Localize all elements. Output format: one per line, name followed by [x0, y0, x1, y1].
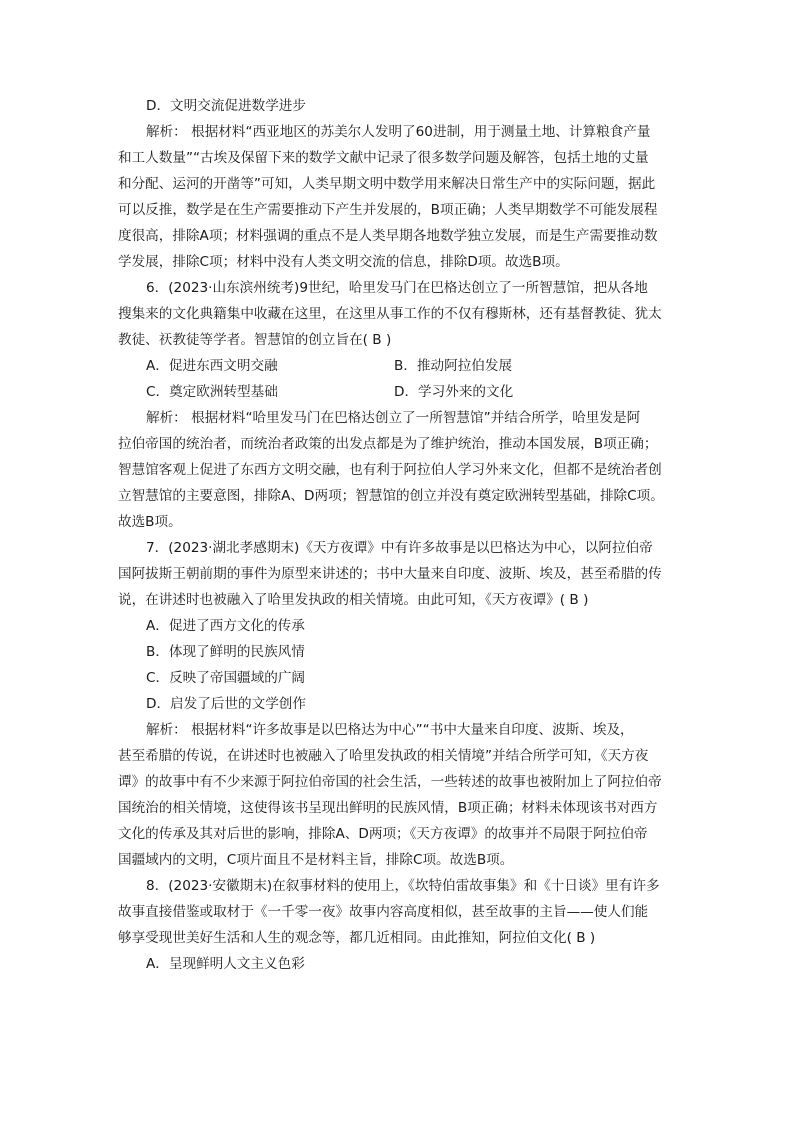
option-text: A．促进东西文明交融	[146, 358, 278, 374]
option-row	[118, 379, 678, 405]
text-line: D．文明交流促进数学进步	[146, 98, 306, 114]
text-line: 立智慧馆的主要意图，排除A、D两项；智慧馆的创立并没有奠定欧洲转型基础，排除C项。	[118, 488, 664, 504]
text-line: 文化的传承及其对后世的影响，排除A、D两项；《天方夜谭》的故事并不局限于阿拉伯帝	[118, 826, 648, 842]
text-line: 和分配、运河的开凿等”可知，人类早期文明中数学用来解决日常生产中的实际问题，据此	[118, 176, 656, 192]
text-line: 学发展，排除C项；材料中没有人类文明交流的信息，排除D项。故选B项。	[118, 254, 569, 270]
option-text: B．推动阿拉伯发展	[394, 358, 513, 374]
text-line: 甚至希腊的传说，在讲述时也被融入了哈里发执政的相关情境”并结合所学可知，《天方夜	[118, 748, 649, 764]
text-line: 国统治的相关情境，这使得该书呈现出鲜明的民族风情，B项正确；材料未体现该书对西方	[118, 800, 658, 816]
text-line: 7．(2023·湖北孝感期末)《天方夜谭》中有许多故事是以巴格达为中心，以阿拉伯帝	[146, 540, 653, 556]
text-line: 8．(2023·安徽期末)在叙事材料的使用上，《坎特伯雷故事集》和《十日谈》里有许多	[146, 878, 660, 894]
text-line: 说，在讲述时也被融入了哈里发执政的相关情境。由此可知，《天方夜谭》( B )	[118, 592, 589, 608]
text-line: 谭》的故事中有不少来源于阿拉伯帝国的社会生活，一些转述的故事也被附加上了阿拉伯帝	[118, 774, 662, 790]
text-line: 搜集来的文化典籍集中收藏在这里，在这里从事工作的不仅有穆斯林，还有基督教徒、犹太	[118, 306, 662, 322]
text-line: 故事直接借鉴或取材于《一千零一夜》故事内容高度相似，甚至故事的主旨——使人们能	[118, 904, 649, 920]
option-text: D．学习外来的文化	[394, 384, 514, 400]
option-row	[118, 353, 678, 379]
text-line: 故选B项。	[118, 514, 182, 530]
text-line: 国阿拔斯王朝前期的事件为原型来讲述的；书中大量来自印度、波斯、埃及，甚至希腊的传	[118, 566, 662, 582]
text-line: 解析： 根据材料“哈里发马门在巴格达创立了一所智慧馆”并结合所学，哈里发是阿	[146, 410, 641, 426]
text-line: C．反映了帝国疆域的广阔	[146, 670, 306, 686]
document-page	[118, 93, 678, 977]
text-line: 国疆域内的文明，C项片面且不是材料主旨，排除C项。故选B项。	[118, 852, 514, 868]
text-line: 解析： 根据材料“西亚地区的苏美尔人发明了60进制，用于测量土地、计算粮食产量	[146, 124, 651, 140]
text-line: 拉伯帝国的统治者，而统治者政策的出发点都是为了维护统治，推动本国发展，B项正确；	[118, 436, 658, 452]
text-line: B．体现了鲜明的民族风情	[146, 644, 305, 660]
text-line: 教徒、祆教徒等学者。智慧馆的创立旨在( B )	[118, 332, 392, 348]
text-line: 智慧馆客观上促进了东西方文明交融，也有利于阿拉伯人学习外来文化，但都不是统治者创	[118, 462, 662, 478]
text-line: 解析： 根据材料“许多故事是以巴格达为中心”“书中大量来自印度、波斯、埃及，	[146, 722, 634, 738]
text-line: A．促进了西方文化的传承	[146, 618, 305, 634]
text-line: 够享受现世美好生活和人生的观念等，都几近相同。由此推知，阿拉伯文化( B )	[118, 930, 596, 946]
text-line: 6．(2023·山东滨州统考)9世纪，哈里发马门在巴格达创立了一所智慧馆，把从各地	[146, 280, 648, 296]
text-line: 度很高，排除A项；材料强调的重点不是人类早期各地数学独立发展，而是生产需要推动数	[118, 228, 658, 244]
text-line: 和工人数量”“古埃及保留下来的数学文献中记录了很多数学问题及解答，包括土地的丈量	[118, 150, 649, 166]
text-line: A．呈现鲜明人文主义色彩	[146, 956, 305, 972]
option-text: C．奠定欧洲转型基础	[146, 384, 278, 400]
text-line: D．启发了后世的文学创作	[146, 696, 306, 712]
text-line: 可以反推，数学是在生产需要推动下产生并发展的，B项正确；人类早期数学不可能发展程	[118, 202, 658, 218]
